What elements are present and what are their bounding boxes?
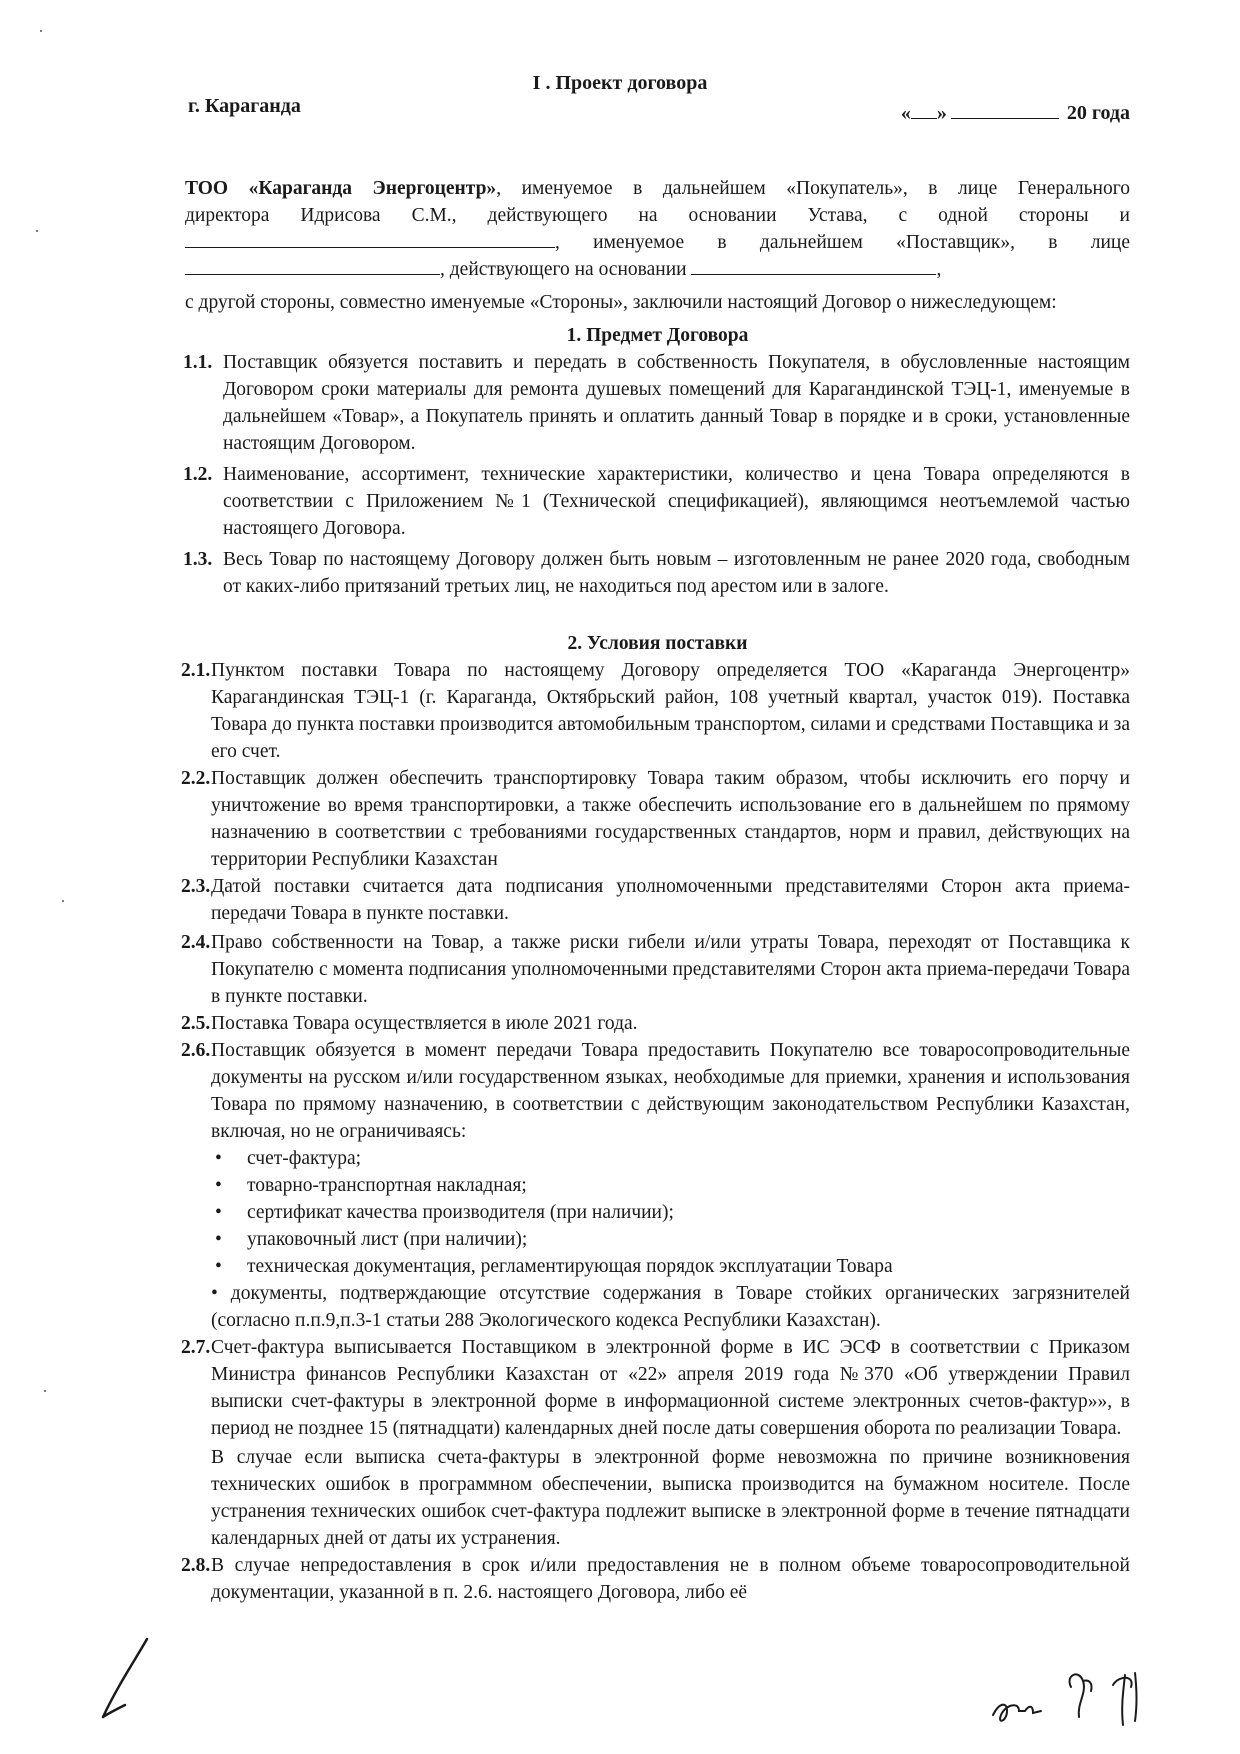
preamble xyxy=(185,175,1130,316)
clause-2-7: 2.7. Счет-фактура выписывается Поставщиком в электронной форме в ИС ЭСФ в соответствии с Приказом Министра финансов Республики Казахстан от «22» апреля 2019 года №370 «Об утверждении Правил выписки счет-фактуры в электронной форме в информационной системе электронных счетов-фактур»», в период не позднее 15 (пятнадцати) календарных дней после даты совершения оборота по реализации Товара. xyxy=(181,1337,1130,1439)
supplier-rep-blank xyxy=(185,256,440,275)
supplier-basis-blank xyxy=(691,256,936,275)
clause-2-7-paragraph: В случае если выписка счета-фактуры в электронной форме невозможна по причине возникновения технических ошибок в программном обеспечении, выписка производится на бумажном носителе. После устранения технических ошибок счет-фактура подлежит выписке в электронной форме в течение пятнадцати календарных дней от даты их устранения. xyxy=(211,1447,1130,1549)
list-item: • техническая документация, регламентирующая порядок эксплуатации Товара xyxy=(185,1253,1130,1280)
buyer-name: ТОО «Караганда Энергоцентр» xyxy=(185,178,497,199)
scan-speck xyxy=(62,900,64,902)
list-item: • упаковочный лист (при наличии); xyxy=(185,1226,1130,1253)
clause-2-6: 2.6. Поставщик обязуется в момент передачи Товара предоставить Покупателю все товаросопроводительные документы на русском и/или государственном языках, необходимые для приемки, хранения и использования Товара по прямому назначению, в соответствии с действующим законодательством Республики Казахстан, включая, но не ограничиваясь: xyxy=(181,1040,1130,1142)
list-item: • счет-фактура; xyxy=(185,1145,1130,1172)
date-line xyxy=(901,100,1130,127)
handwritten-signature-left xyxy=(95,1635,155,1725)
clause-2-4: 2.4. Право собственности на Товар, а также риски гибели и/или утраты Товара, переходят от Поставщика к Покупателю с момента подписания уполномоченными представителями Сторон акта приема-передачи Товара в пункте поставки. xyxy=(181,932,1130,1007)
preamble-line-5: с другой стороны, совместно именуемые «Стороны», заключили настоящий Договор о нижеследующем: xyxy=(185,292,1057,313)
date-open-quote: « xyxy=(900,102,911,124)
handwritten-initials-right xyxy=(985,1645,1165,1745)
section-2-heading: 2. Условия поставки xyxy=(567,633,748,654)
preamble-line-4: , действующего на основании , xyxy=(185,256,1130,283)
section-1-heading: 1. Предмет Договора xyxy=(566,325,749,346)
date-close-quote: » xyxy=(936,102,947,124)
date-month-blank xyxy=(951,100,1059,119)
pops-document-item: • документы, подтверждающие отсутствие содержания в Товаре стойких органических загрязнителей (согласно п.п.9,п.3-1 статьи 288 Экологического кодекса Республики Казахстан). xyxy=(211,1283,1130,1331)
preamble-line-2: директора Идрисова С.М., действующего на основании Устава, с одной стороны и xyxy=(185,205,1130,226)
contract-body xyxy=(181,175,1130,1606)
scan-speck xyxy=(44,1390,46,1392)
city-label: г. Караганда xyxy=(188,95,301,117)
clause-2-8: 2.8. В случае непредоставления в срок и/или предоставления не в полном объеме товаросопроводительной документации, указанной в п. 2.6. настоящего Договора, либо её xyxy=(181,1555,1130,1603)
list-item: • товарно-транспортная накладная; xyxy=(185,1172,1130,1199)
scan-speck xyxy=(40,30,42,32)
preamble-line-3: , именуемое в дальнейшем «Поставщик», в лице xyxy=(185,229,1130,256)
clause-2-1: 2.1. Пунктом поставки Товара по настоящему Договору определяется ТОО «Караганда Энергоцентр» Карагандинская ТЭЦ-1 (г. Караганда, Октябрьский район, 108 учетный квартал, участок 019). Поставка Товара до пункта поставки производится автомобильным транспортом, силами и средствами Поставщика и за его счет. xyxy=(181,660,1130,762)
clause-2-3: 2.3. Датой поставки считается дата подписания уполномоченными представителями Сторон акта приема-передачи Товара в пункте поставки. xyxy=(181,876,1130,924)
preamble-line-1: ТОО «Караганда Энергоцентр», именуемое в дальнейшем «Покупатель», в лице Генерального xyxy=(185,178,1130,199)
clause-1-3: 1.3. Весь Товар по настоящему Договору должен быть новым – изготовленным не ранее 2020 года, свободным от каких-либо притязаний третьих лиц, не находиться под арестом или в залоге. xyxy=(183,549,1130,597)
documents-list xyxy=(185,1145,1130,1280)
clause-2-5: 2.5. Поставка Товара осуществляется в июле 2021 года. xyxy=(181,1013,638,1034)
supplier-name-blank xyxy=(185,229,555,248)
document-title: I . Проект договора xyxy=(532,72,708,94)
clause-2-2: 2.2. Поставщик должен обеспечить транспортировку Товара таким образом, чтобы исключить его порчу и уничтожение во время транспортировки, а также обеспечить использование его в дальнейшем по прямому назначению в соответствии с требованиями государственных стандартов, норм и правил, действующих на территории Республики Казахстан xyxy=(181,768,1130,870)
date-day-blank xyxy=(911,100,937,119)
clause-1-1: 1.1. Поставщик обязуется поставить и передать в собственность Покупателя, в обусловленные настоящим Договором сроки материалы для ремонта душевых помещений для Карагандинской ТЭЦ-1, именуемые в дальнейшем «Товар», а Покупатель принять и оплатить данный Товар в порядке и в сроки, установленные настоящим Договором. xyxy=(183,352,1130,454)
clause-1-2: 1.2. Наименование, ассортимент, технические характеристики, количество и цена Товара определяются в соответствии с Приложением №1 (Технической спецификацией), являющимся неотъемлемой частью настоящего Договора. xyxy=(183,464,1130,539)
date-year: 20 года xyxy=(1066,102,1130,124)
scan-speck xyxy=(36,230,38,232)
list-item: • сертификат качества производителя (при наличии); xyxy=(185,1199,1130,1226)
